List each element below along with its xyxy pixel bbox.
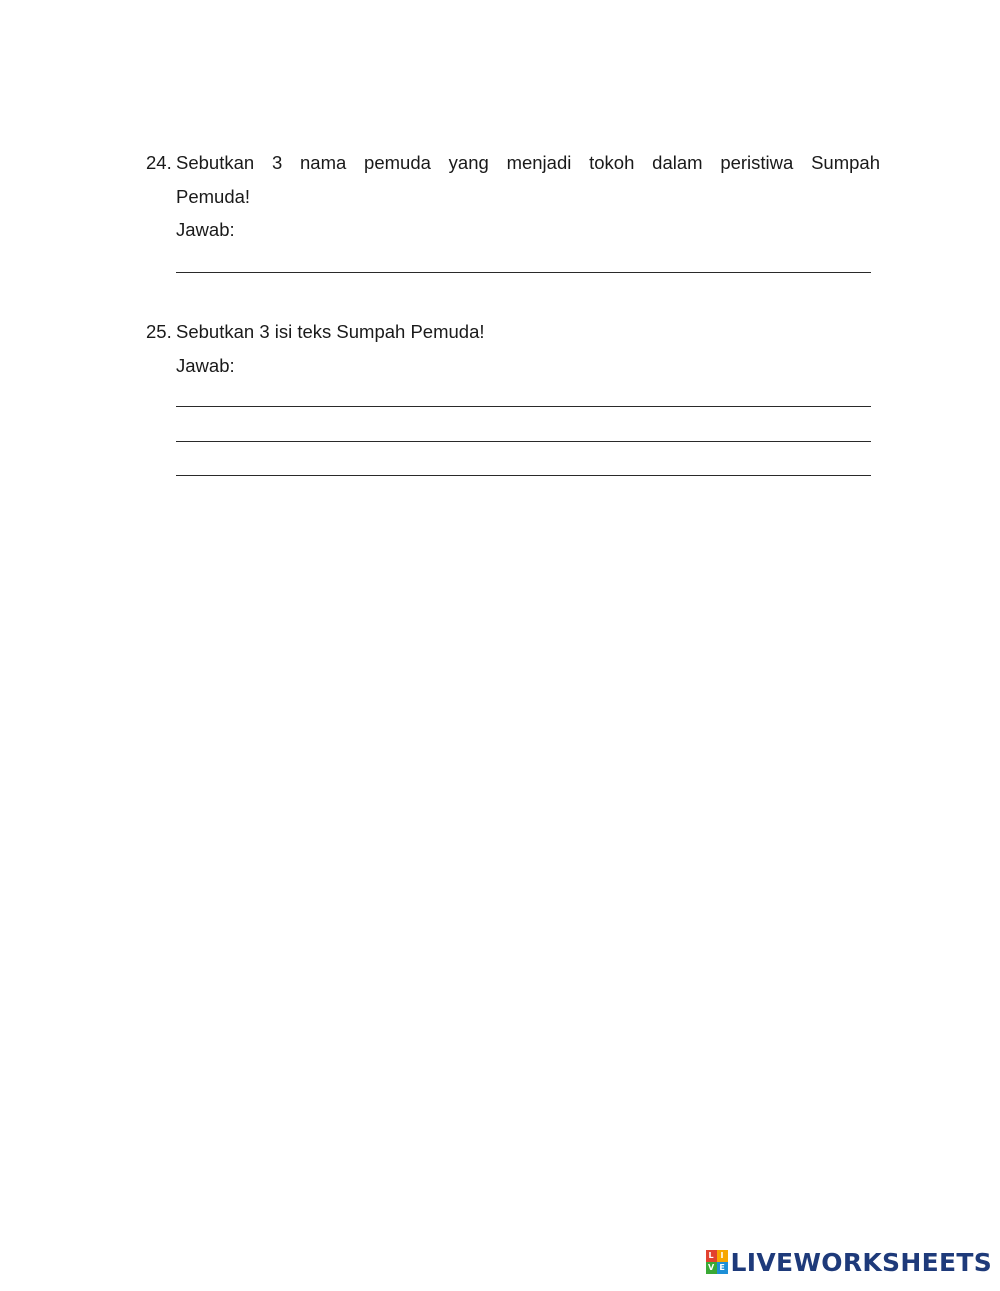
question-text-line-1: Sebutkan 3 nama pemuda yang menjadi tokoh dalam peristiwa Sumpah bbox=[176, 152, 880, 173]
question-25 bbox=[146, 315, 880, 382]
question-text-line-2: Pemuda! bbox=[176, 185, 251, 207]
question-number: 24. bbox=[146, 152, 172, 173]
answer-line-24[interactable] bbox=[176, 272, 871, 273]
watermark-text: LIVEWORKSHEETS bbox=[730, 1247, 992, 1277]
question-text-line-1: Sebutkan 3 isi teks Sumpah Pemuda! bbox=[176, 321, 485, 342]
question-text bbox=[176, 315, 880, 349]
question-24 bbox=[146, 146, 880, 247]
answer-line-25-1[interactable] bbox=[176, 406, 871, 407]
liveworksheets-watermark bbox=[706, 1247, 992, 1277]
liveworksheets-logo-icon bbox=[706, 1250, 728, 1274]
answer-line-25-2[interactable] bbox=[176, 441, 871, 442]
answer-line-25-3[interactable] bbox=[176, 475, 871, 476]
question-number: 25. bbox=[146, 321, 172, 342]
logo-letter: E bbox=[717, 1262, 728, 1274]
logo-letter: V bbox=[706, 1262, 717, 1274]
question-text bbox=[176, 146, 880, 213]
answer-label: Jawab: bbox=[176, 354, 235, 376]
logo-letter: L bbox=[706, 1250, 717, 1262]
logo-letter: I bbox=[717, 1250, 728, 1262]
answer-label: Jawab: bbox=[176, 219, 235, 240]
